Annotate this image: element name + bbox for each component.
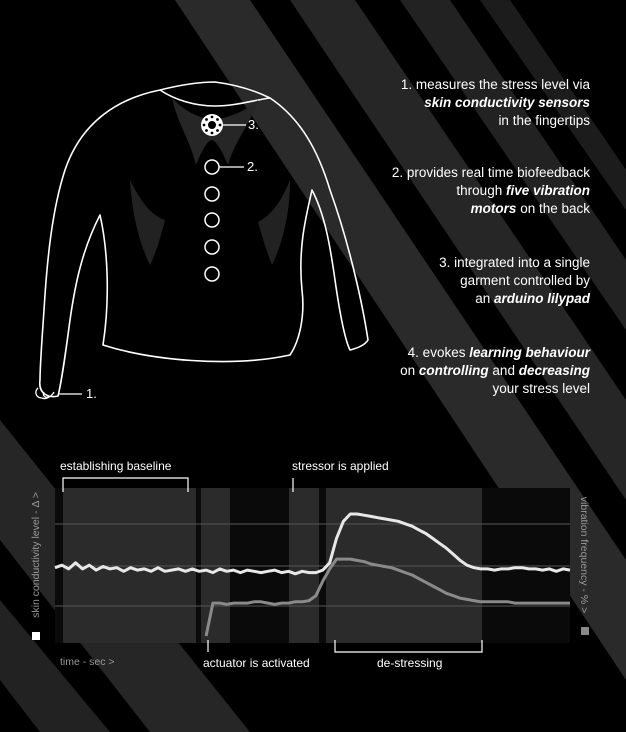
callout-3: 3. bbox=[248, 117, 259, 132]
feature-2-emphasis: five vibration bbox=[505, 183, 590, 198]
feature-2-line-2-prefix: through bbox=[456, 183, 506, 198]
feature-3 bbox=[330, 254, 590, 308]
chart-panel bbox=[55, 478, 570, 652]
annotation-destressing: de-stressing bbox=[377, 656, 443, 670]
feature-4-emphasis-1: learning behaviour bbox=[469, 345, 590, 360]
annotation-actuator: actuator is activated bbox=[203, 656, 310, 670]
legend-skin-conductivity bbox=[32, 632, 40, 640]
feature-4 bbox=[330, 344, 590, 398]
feature-2-line-3: on the back bbox=[516, 201, 590, 216]
callout-1: 1. bbox=[86, 386, 97, 401]
feature-1-emphasis: skin conductivity sensors bbox=[424, 95, 590, 110]
motor-icon bbox=[205, 187, 219, 201]
motor-icon bbox=[205, 160, 219, 174]
annotation-stressor: stressor is applied bbox=[292, 459, 389, 473]
feature-1-line-3: in the fingertips bbox=[498, 113, 590, 128]
y-axis-right-label: vibration frequency - % > bbox=[578, 496, 590, 614]
feature-3-line-1: 3. integrated into a single bbox=[439, 255, 590, 270]
annotation-baseline: establishing baseline bbox=[60, 459, 172, 473]
x-axis-label: time - sec > bbox=[60, 656, 115, 668]
feature-4-line-3: your stress level bbox=[492, 381, 590, 396]
feature-1 bbox=[330, 76, 590, 130]
motor-icon bbox=[205, 240, 219, 254]
callout-2: 2. bbox=[247, 159, 258, 174]
vibration-motors bbox=[205, 160, 244, 281]
feature-2 bbox=[330, 164, 590, 218]
motor-icon bbox=[205, 213, 219, 227]
feature-4-line-2-prefix: on bbox=[400, 363, 419, 378]
y-axis-left-label: skin conductivity level - Δ > bbox=[30, 492, 42, 618]
feature-1-line-1: 1. measures the stress level via bbox=[400, 77, 590, 92]
feature-3-line-3-prefix: an bbox=[475, 291, 494, 306]
feature-3-emphasis: arduino lilypad bbox=[493, 291, 590, 306]
feature-4-line-2-mid: and bbox=[488, 363, 519, 378]
feature-4-emphasis-3: decreasing bbox=[518, 363, 590, 378]
motor-icon bbox=[205, 267, 219, 281]
feature-2-emphasis-2: motors bbox=[470, 201, 517, 216]
feature-4-line-1-prefix: 4. evokes bbox=[407, 345, 470, 360]
feature-4-emphasis-2: controlling bbox=[418, 363, 489, 378]
feature-3-line-2: garment controlled by bbox=[460, 273, 590, 288]
feature-2-line-1: 2. provides real time biofeedback bbox=[391, 165, 590, 180]
legend-vibration-frequency bbox=[581, 627, 589, 635]
